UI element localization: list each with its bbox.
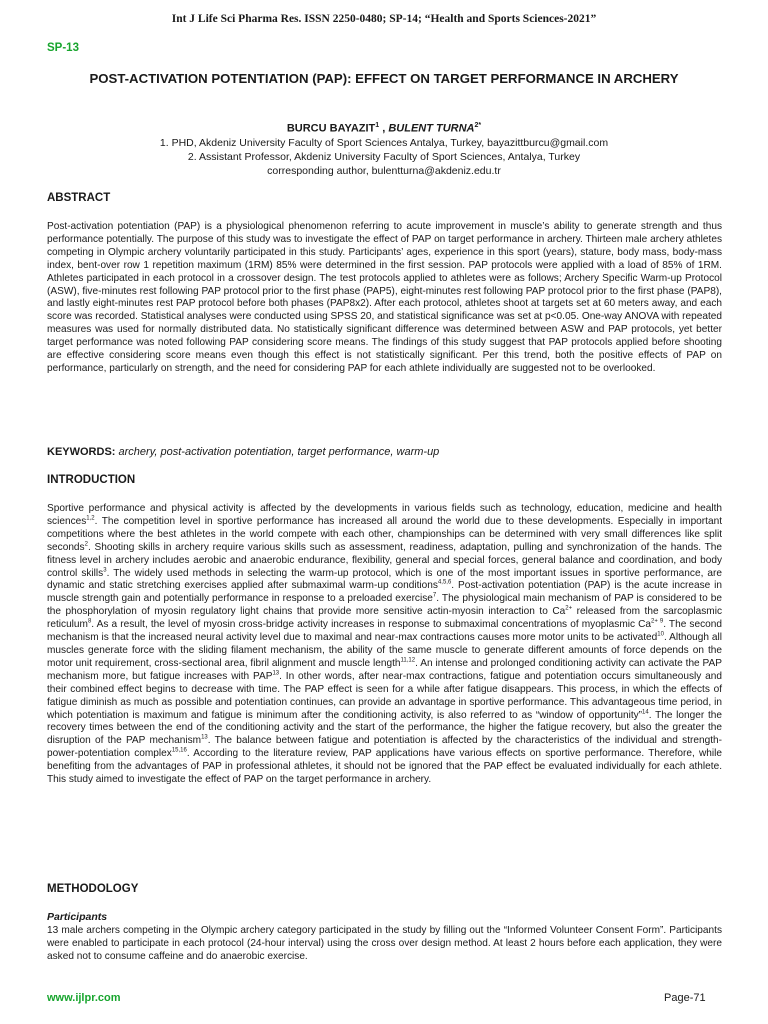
page-number: Page-71	[664, 992, 706, 1004]
introduction-heading: INTRODUCTION	[47, 474, 136, 486]
keywords-text: archery, post-activation potentiation, target performance, warm-up	[118, 446, 440, 458]
intro-text-segment: . As a result, the level of myosin cross-bridge activity increases in response to submaximal concentrations of myoplasmic Ca	[91, 619, 652, 631]
author-2-affil-mark: 2*	[474, 122, 482, 129]
citation-marker: 2+ 9	[651, 618, 664, 625]
citation-marker: 15,16	[171, 747, 187, 754]
citation-marker: 2+	[565, 605, 573, 612]
citation-marker: 11,12	[400, 657, 416, 664]
keywords-line	[47, 446, 722, 458]
citation-marker: 4,5,6	[437, 580, 452, 587]
citation-marker: 8	[87, 618, 92, 625]
paper-title: POST-ACTIVATION POTENTIATION (PAP): EFFECT ON TARGET PERFORMANCE IN ARCHERY	[89, 71, 679, 86]
intro-text-segment: . The longer the recovery times between the end of the conditioning activity and the start of the performance, the higher the fatigue recovery, but also the greater the disruption of the PAP mechanism	[47, 709, 722, 747]
affiliation-2: 2. Assistant Professor, Akdeniz University Faculty of Sport Sciences, Antalya, Turkey	[187, 151, 581, 163]
intro-text-segment: . The widely used methods in selecting the warm-up protocol, which is one of the most important issues in sportive performance, are dynamic and static stretching exercises applied after submaximal warm-up conditions	[47, 567, 723, 592]
author-2: BULENT TURNA	[388, 122, 475, 135]
intro-text-segment: released from the sarcoplasmic reticulum	[47, 606, 722, 631]
abstract-heading: ABSTRACT	[47, 192, 111, 204]
intro-text-segment: . The balance between fatigue and potentiation is affected by the characteristics of the individual and strength-power-potentiation complex	[47, 735, 722, 760]
citation-marker: 3	[103, 567, 107, 574]
author-separator: ,	[379, 122, 389, 135]
intro-text-segment: . The competition level in sportive performance has increased all around the world due to these developments. Especially in important competitions where the best athletes in the world compete with each other, championships can be determined with very small differences like split seconds	[47, 515, 722, 553]
intro-text-segment: . Although all muscles generate force with the sliding filament mechanism, the ability of the same muscle to generate different amounts of force depends on the motor unit requirement, cross-sectional area, fibril alignment and muscle length	[47, 632, 722, 669]
intro-text-segment: . The physiological main mechanism of PAP is considered to be the phosphorylation of myosin regulatory light chains that provide more sensitive actin-myosin interaction to Ca	[47, 593, 722, 618]
participants-text: 13 male archers competing in the Olympic archery category participated in the study by filling out the “Informed Volunteer Consent Form”. Participants were enabled to participate in each protocol (24-hour interval) using the cross over design method. At least 2 hours before each application, they were asked not to consume caffeine and do anaerobic exercise.	[47, 925, 722, 962]
journal-url[interactable]: www.ijlpr.com	[47, 992, 121, 1004]
corresponding-author: corresponding author, bulentturna@akdeniz.edu.tr	[267, 165, 501, 177]
intro-text-segment: . Shooting skills in archery require various skills such as assessment, readiness, adaptation, pulling and synchronization of the hands. The fitness level in archery includes aerobic and anaerobic endurance, flexibility, general and special forces, general balance and coordination, and body control skills	[47, 541, 722, 579]
citation-marker: 14	[642, 709, 649, 716]
intro-text-segment: Sportive performance and physical activity is affected by the developments in various fields such as technology, education, medicine and health sciences	[47, 503, 722, 527]
citation-marker: 10	[657, 631, 664, 638]
intro-text-segment: . According to the literature review, PAP applications have various effects on sportive performance. Therefore, while benefiting from the advantages of PAP in professional athletes, it should not be ignored that the PAP effect be evaluated individually for each athlete. This study aimed to investigate the effect of PAP on the target performance in archery.	[47, 748, 722, 786]
author-line	[0, 122, 768, 135]
participants-subheading: Participants	[47, 911, 108, 923]
keywords-label: KEYWORDS:	[47, 446, 116, 458]
citation-marker: 1,2	[86, 515, 95, 522]
affiliation-1: 1. PHD, Akdeniz University Faculty of Sport Sciences Antalya, Turkey, bayazittburcu@gmail.com	[159, 137, 609, 149]
citation-marker: 2	[84, 541, 88, 548]
abstract-text: Post-activation potentiation (PAP) is a physiological phenomenon referring to acute improvement in muscle’s ability to generate strength and thus performance potentially. The purpose of this study was to investigate the effect of PAP on target performance in archery. Thirteen male archery athletes competing in Olympic archery voluntarily participated in this study. Participants’ ages, experience in this sport (years), stature, body mass, body-mass index, bent-over row 1 repetition maximum (1RM) 85% were determined in the first session. PAP protocols were applied with a load of 85% of 1RM. Athletes participated in each protocol in a crossover design. The test protocols applied to athletes were as follows; Archery Specific Warm-up Protocol (ASW), five-minutes rest following PAP protocol prior to the first phase (PAP5), eight-minutes rest following PAP protocol prior to the first phase (PAP8), and lastly eight-minutes rest PAP protocol before both phases (PAP8x2). After each protocol, athletes shoot at targets set at 60 meters away, and each score was recorded. Statistical analyses were conducted using SPSS 20, and statistical significance was set at p<0.05. One-way ANOVA with repeated measures was used for normally distributed data. No statistically significant difference was determined between ASW and PAP protocols, yet better target performance was noted following PAP considering score means. The findings of this study suggest that PAP protocols applied before shooting are effective considering score means even though this effect is not statistically significant. Per this trend, both the positive effects of PAP on performance, particularly on strength, and the need for considering PAP for each athlete individually are suggested not to be overlooked.	[47, 221, 722, 374]
journal-header: Int J Life Sci Pharma Res. ISSN 2250-0480; SP-14; “Health and Sports Sciences-2021”	[171, 13, 597, 25]
author-1-affil-mark: 1	[375, 122, 380, 129]
introduction-text	[47, 503, 722, 787]
citation-marker: 13	[201, 734, 208, 741]
methodology-heading: METHODOLOGY	[47, 883, 139, 895]
sp-label: SP-13	[47, 42, 79, 54]
author-1: BURCU BAYAZIT	[286, 122, 376, 135]
intro-text-segment: . Post-activation potentiation (PAP) is the acute increase in muscle strength gain and potentially performance in response to a preloaded exercise	[47, 580, 723, 605]
intro-text-segment: . The second mechanism is that the increased neural activity level due to maximal and near-max contractions causes more motor units to be activated	[47, 619, 722, 644]
intro-text-segment: . An intense and prolonged conditioning activity can activate the PAP mechanism more, but fatigue increases with PAP	[47, 657, 722, 682]
citation-marker: 13	[272, 670, 280, 677]
citation-marker: 7	[432, 592, 437, 599]
intro-text-segment: . In other words, after near-max contractions, fatigue and potentiation occurs simultaneously and their combined effect begins to decrease with time. The PAP effect is seen for a while after fatigue disappears. This process, in which the effects of fatigue diminish as much as possible and potentiation continues, can provide an advantage in sportive performance. This advantageous time period, in which potentiation is maximum and fatigue is minimum after the conditioning activity, is also referred to as “window of opportunity”	[47, 670, 722, 721]
